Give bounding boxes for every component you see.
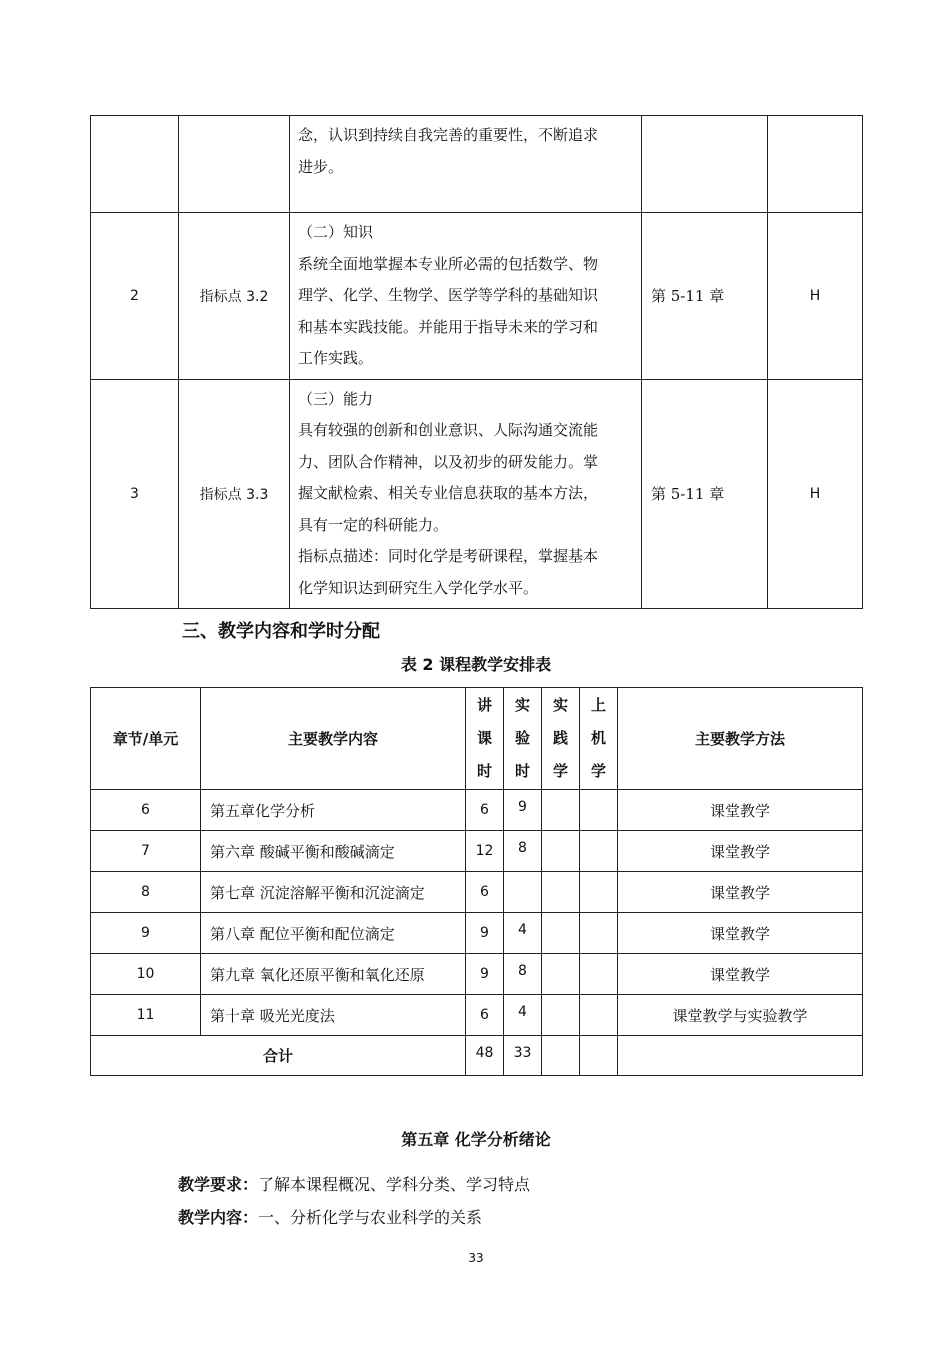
- chapter-cell: 10: [91, 954, 201, 995]
- section-heading: 三、教学内容和学时分配: [182, 621, 380, 642]
- table-row: [91, 213, 863, 380]
- indicator-table: [90, 115, 863, 609]
- indicator-point: 指标点 3.2: [179, 213, 290, 380]
- contents-text: 一、分析化学与农业科学的关系: [258, 1208, 483, 1227]
- practice-cell: [542, 872, 580, 913]
- content-cell: 第十章 吸光光度法: [201, 995, 466, 1036]
- lecture-cell: 9: [466, 954, 504, 995]
- practice-cell: [542, 954, 580, 995]
- lecture-cell: 6: [466, 790, 504, 831]
- computer-cell: [580, 913, 618, 954]
- computer-cell: [580, 831, 618, 872]
- method-cell: 课堂教学: [618, 872, 863, 913]
- lecture-cell: 12: [466, 831, 504, 872]
- content-cell: 第九章 氧化还原平衡和氧化还原: [201, 954, 466, 995]
- table-row: [91, 872, 863, 913]
- schedule-table: [90, 687, 863, 1076]
- support-level: H: [768, 213, 863, 380]
- table-row: [91, 116, 863, 213]
- lecture-cell: 6: [466, 872, 504, 913]
- header-practice-hours: 实 践 学: [542, 688, 580, 790]
- content-cell: 第五章化学分析: [201, 790, 466, 831]
- total-row: [91, 1036, 863, 1076]
- chapter-range: [642, 116, 768, 213]
- table-row: [91, 954, 863, 995]
- table-row: [91, 790, 863, 831]
- experiment-cell: 4: [504, 913, 542, 954]
- method-cell: 课堂教学: [618, 913, 863, 954]
- experiment-cell: 8: [504, 954, 542, 995]
- header-lecture-hours: 讲 课 时: [466, 688, 504, 790]
- practice-cell: [542, 831, 580, 872]
- row-number: 2: [91, 213, 179, 380]
- chapter-cell: 6: [91, 790, 201, 831]
- computer-cell: [580, 790, 618, 831]
- experiment-cell: 9: [504, 790, 542, 831]
- table-caption: 表 2 课程教学安排表: [400, 655, 552, 674]
- header-chapter: 章节/单元: [91, 688, 201, 790]
- requirements-text: 了解本课程概况、学科分类、学习特点: [258, 1175, 531, 1194]
- support-level: [768, 116, 863, 213]
- support-level: H: [768, 379, 863, 609]
- chapter-range: 第 5-11 章: [642, 213, 768, 380]
- table-header-row: [91, 688, 863, 790]
- content-cell: 第八章 配位平衡和配位滴定: [201, 913, 466, 954]
- row-number: 3: [91, 379, 179, 609]
- method-cell: 课堂教学: [618, 954, 863, 995]
- indicator-point: 指标点 3.3: [179, 379, 290, 609]
- table-row: [91, 831, 863, 872]
- header-experiment-hours: 实 验 时: [504, 688, 542, 790]
- computer-cell: [580, 954, 618, 995]
- experiment-cell: 8: [504, 831, 542, 872]
- total-lecture: 48: [466, 1036, 504, 1076]
- method-cell: 课堂教学: [618, 831, 863, 872]
- chapter-cell: 8: [91, 872, 201, 913]
- header-content: 主要教学内容: [201, 688, 466, 790]
- lecture-cell: 6: [466, 995, 504, 1036]
- table-row: [91, 913, 863, 954]
- row-number: [91, 116, 179, 213]
- method-cell: 课堂教学与实验教学: [618, 995, 863, 1036]
- chapter-cell: 9: [91, 913, 201, 954]
- header-method: 主要教学方法: [618, 688, 863, 790]
- computer-cell: [580, 872, 618, 913]
- experiment-cell: 4: [504, 995, 542, 1036]
- indicator-content: （二）知识 系统全面地掌握本专业所必需的包括数学、物 理学、化学、生物学、医学等学科的基础知识 和基本实践技能。并能用于指导未来的学习和 工作实践。: [290, 213, 642, 380]
- chapter-cell: 7: [91, 831, 201, 872]
- indicator-point: [179, 116, 290, 213]
- experiment-cell: [504, 872, 542, 913]
- indicator-content: 念，认识到持续自我完善的重要性，不断追求 进步。: [290, 116, 642, 213]
- contents-label: 教学内容：: [178, 1208, 259, 1227]
- practice-cell: [542, 913, 580, 954]
- table-row: [91, 995, 863, 1036]
- teaching-contents: [178, 1205, 482, 1228]
- content-cell: 第七章 沉淀溶解平衡和沉淀滴定: [201, 872, 466, 913]
- computer-cell: [580, 995, 618, 1036]
- practice-cell: [542, 790, 580, 831]
- practice-cell: [542, 995, 580, 1036]
- chapter-range: 第 5-11 章: [642, 379, 768, 609]
- requirements-label: 教学要求：: [178, 1175, 259, 1194]
- method-cell: 课堂教学: [618, 790, 863, 831]
- chapter-cell: 11: [91, 995, 201, 1036]
- page-number: 33: [468, 1251, 484, 1265]
- content-cell: 第六章 酸碱平衡和酸碱滴定: [201, 831, 466, 872]
- total-label: 合计: [91, 1036, 466, 1076]
- table-row: [91, 379, 863, 609]
- indicator-content: （三）能力 具有较强的创新和创业意识、人际沟通交流能 力、团队合作精神，以及初步的研发能力。掌 握文献检索、相关专业信息获取的基本方法， 具有一定的科研能力。 指标点描述：同时化学是考研课程，掌握基本 化学知识达到研究生入学化学水平。: [290, 379, 642, 609]
- chapter-title: 第五章 化学分析绪论: [401, 1130, 551, 1149]
- total-experiment: 33: [504, 1036, 542, 1076]
- lecture-cell: 9: [466, 913, 504, 954]
- teaching-requirements: [178, 1172, 530, 1195]
- header-computer-hours: 上 机 学: [580, 688, 618, 790]
